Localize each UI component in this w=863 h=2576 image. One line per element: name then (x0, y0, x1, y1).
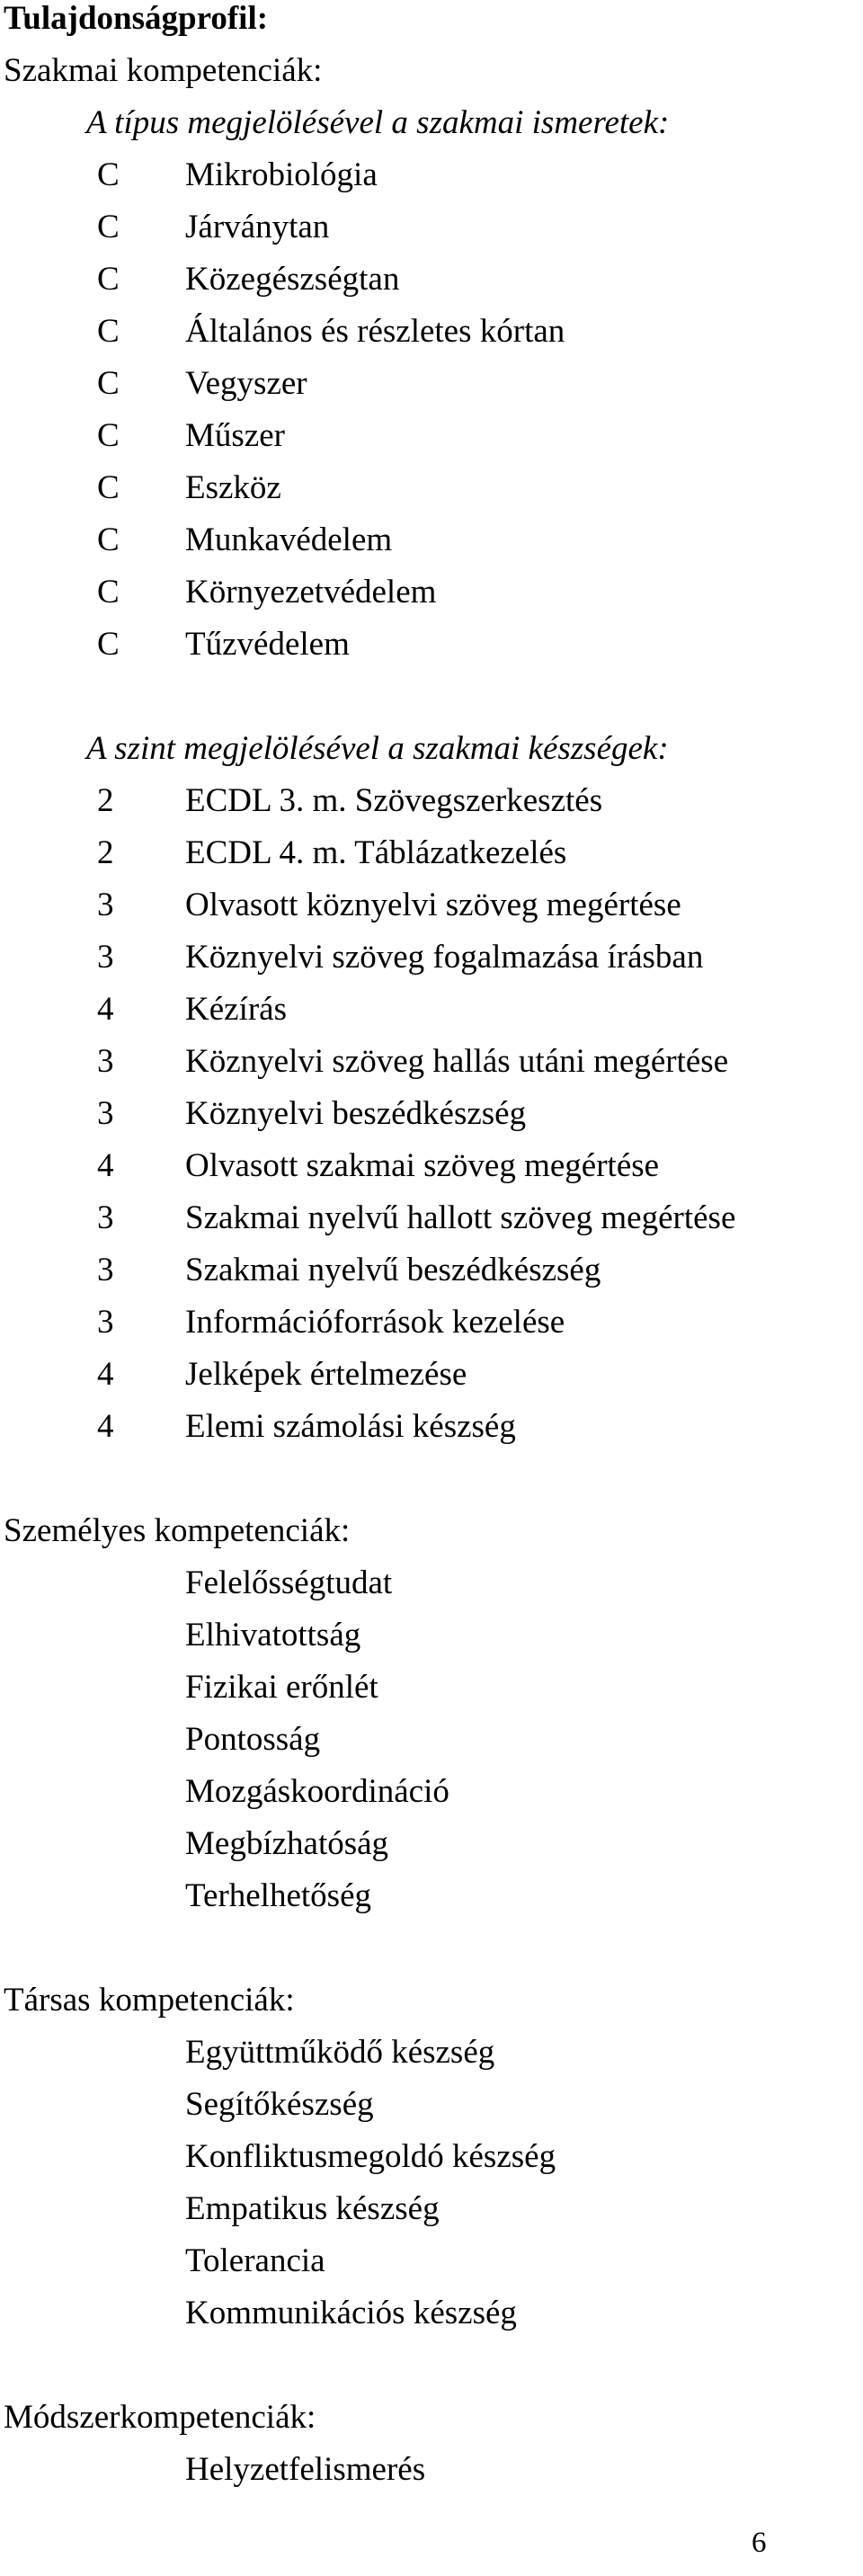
methodological-competency-item: Helyzetfelismerés (185, 2451, 426, 2488)
knowledge-label: Műszer (185, 417, 285, 454)
skill-level-code: 3 (97, 1304, 114, 1341)
knowledge-label: Vegyszer (185, 365, 307, 402)
skill-label: Szakmai nyelvű hallott szöveg megértése (185, 1199, 736, 1236)
personal-competencies-heading: Személyes kompetenciák: (4, 1512, 351, 1549)
knowledge-type-code: C (97, 261, 120, 298)
knowledge-label: Járványtan (185, 209, 330, 245)
skill-label: Olvasott köznyelvi szöveg megértése (185, 887, 681, 923)
social-competency-item: Segítőkészség (185, 2086, 374, 2123)
skill-level-code: 3 (97, 939, 114, 976)
knowledge-type-code: C (97, 209, 120, 245)
knowledge-type-code: C (97, 626, 120, 663)
social-competency-item: Konfliktusmegoldó készség (185, 2138, 556, 2175)
knowledge-type-code: C (97, 365, 120, 402)
skill-level-code: 4 (97, 1356, 114, 1393)
social-competency-item: Empatikus készség (185, 2190, 440, 2227)
skill-label: ECDL 3. m. Szövegszerkesztés (185, 782, 603, 819)
social-competency-item: Kommunikációs készség (185, 2295, 517, 2331)
skill-label: Köznyelvi beszédkészség (185, 1095, 527, 1132)
knowledge-label: Általános és részletes kórtan (185, 313, 565, 350)
skill-label: Jelképek értelmezése (185, 1356, 467, 1393)
knowledge-type-code: C (97, 313, 120, 350)
skill-level-code: 2 (97, 782, 114, 819)
knowledge-type-code: C (97, 417, 120, 454)
knowledge-label: Mikrobiológia (185, 156, 378, 193)
skill-level-code: 3 (97, 1043, 114, 1080)
personal-competency-item: Elhivatottság (185, 1617, 361, 1653)
personal-competency-item: Fizikai erőnlét (185, 1669, 378, 1706)
skill-level-code: 3 (97, 1095, 114, 1132)
knowledge-label: Eszköz (185, 469, 281, 506)
page-number: 6 (752, 2527, 767, 2559)
knowledge-label: Tűzvédelem (185, 626, 350, 663)
knowledge-label: Környezetvédelem (185, 574, 437, 611)
skill-level-code: 3 (97, 1199, 114, 1236)
personal-competency-item: Felelősségtudat (185, 1564, 393, 1601)
skill-level-code: 4 (97, 1408, 114, 1445)
skill-level-code: 3 (97, 1252, 114, 1288)
personal-competency-item: Megbízhatóság (185, 1825, 389, 1862)
personal-competency-item: Terhelhetőség (185, 1877, 371, 1914)
knowledge-label: Munkavédelem (185, 521, 393, 558)
skill-label: Köznyelvi szöveg hallás utáni megértése (185, 1043, 729, 1080)
skill-label: Szakmai nyelvű beszédkészség (185, 1252, 601, 1288)
social-competencies-heading: Társas kompetenciák: (4, 1982, 295, 2019)
skill-level-code: 4 (97, 1147, 114, 1184)
skill-label: Elemi számolási készség (185, 1408, 516, 1445)
skill-label: Információforrások kezelése (185, 1304, 565, 1341)
professional-competencies-heading: Szakmai kompetenciák: (4, 52, 323, 89)
knowledge-type-code: C (97, 156, 120, 193)
skill-level-code: 2 (97, 834, 114, 871)
methodological-competencies-heading: Módszerkompetenciák: (4, 2399, 316, 2436)
skill-label: Olvasott szakmai szöveg megértése (185, 1147, 660, 1184)
personal-competency-item: Mozgáskoordináció (185, 1773, 449, 1810)
social-competency-item: Tolerancia (185, 2242, 325, 2279)
skill-level-code: 4 (97, 991, 114, 1028)
knowledge-type-code: C (97, 521, 120, 558)
personal-competency-item: Pontosság (185, 1721, 321, 1758)
knowledge-type-code: C (97, 469, 120, 506)
knowledge-subheading: A típus megjelölésével a szakmai ismeretek: (86, 104, 670, 141)
social-competency-item: Együttműködő készség (185, 2034, 495, 2071)
knowledge-label: Közegészségtan (185, 261, 400, 298)
skill-label: Kézírás (185, 991, 287, 1028)
skill-level-code: 3 (97, 887, 114, 923)
knowledge-type-code: C (97, 574, 120, 611)
skills-subheading: A szint megjelölésével a szakmai készségek: (86, 730, 669, 767)
skill-label: ECDL 4. m. Táblázatkezelés (185, 834, 567, 871)
document-title: Tulajdonságprofil: (4, 0, 269, 37)
skill-label: Köznyelvi szöveg fogalmazása írásban (185, 939, 704, 976)
